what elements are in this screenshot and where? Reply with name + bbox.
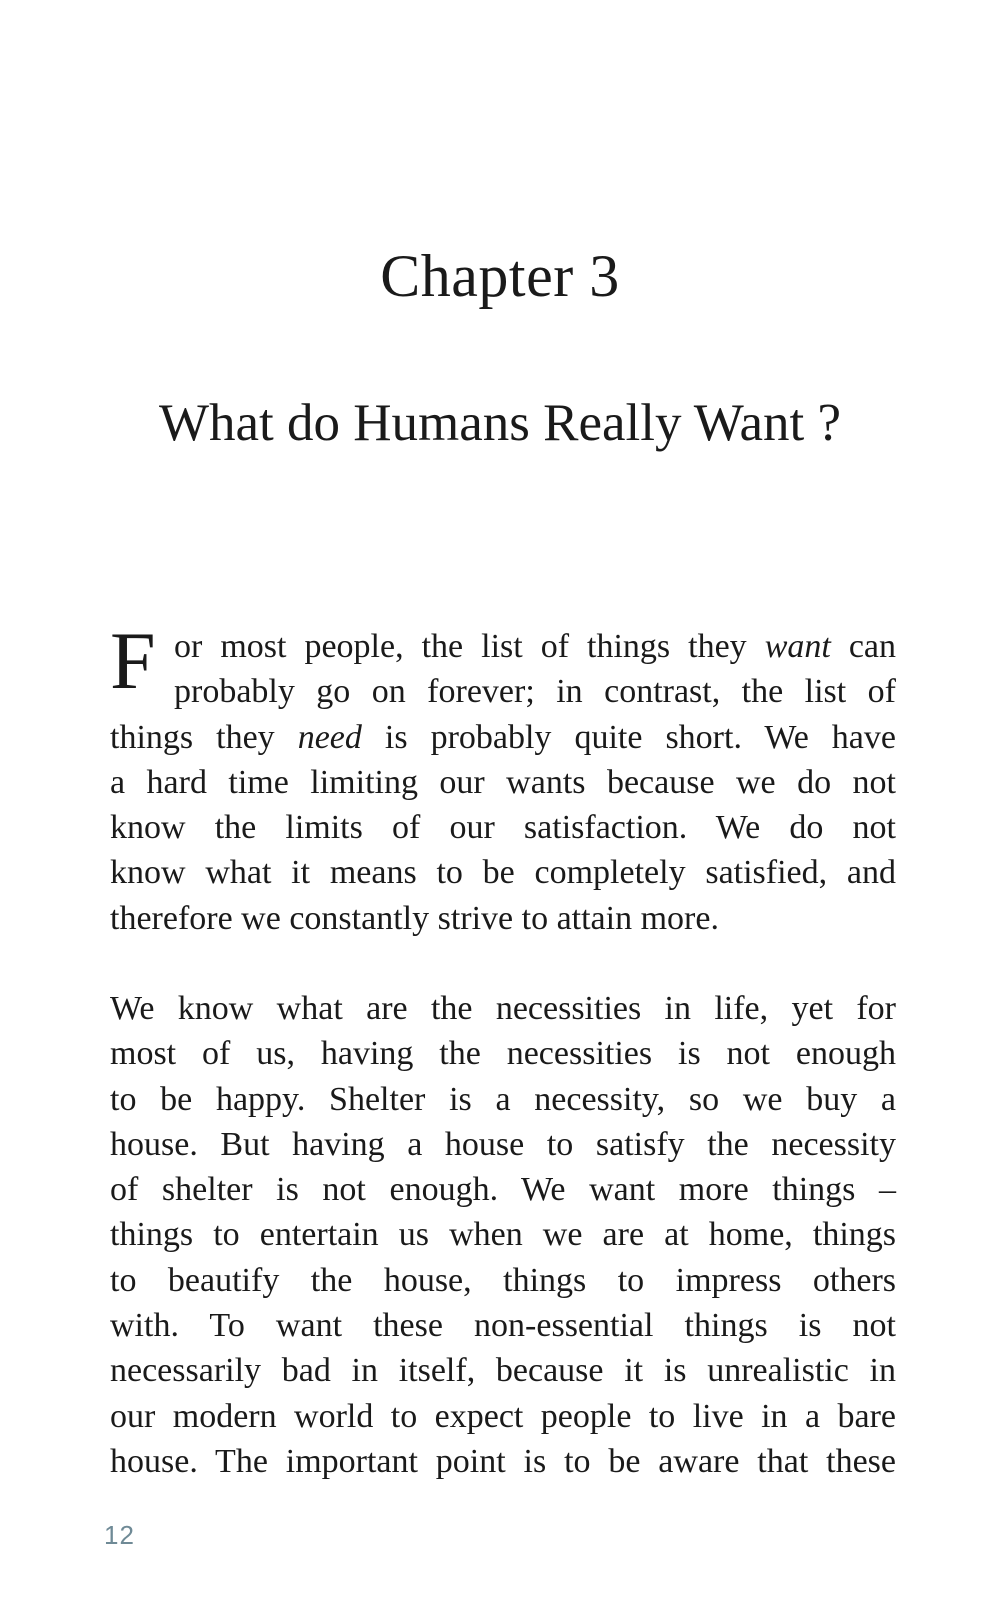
paragraph-line: our modern world to expect people to live in a bare [110,1397,896,1435]
paragraph-line [110,624,896,669]
paragraph-line: most of us, having the necessities is not enough [110,1035,896,1073]
page-number: 12 [104,1520,135,1550]
paragraph-line: a hard time limiting our wants because we do not [110,763,896,801]
paragraph-line: to be happy. Shelter is a necessity, so we buy a [110,1080,896,1118]
paragraph-line: therefore we constantly strive to attain more. [110,899,719,937]
paragraph-line: necessarily bad in itself, because it is unrealistic in [110,1352,896,1390]
paragraph-line: with. To want these non-essential things is not [110,1307,896,1345]
paragraph-line: house. But having a house to satisfy the necessity [110,1125,896,1163]
paragraph-line: know the limits of our satisfaction. We do not [110,809,896,847]
text-run: or most people, the list of things they [174,628,765,665]
text-run: can [830,628,896,665]
chapter-label: Chapter 3 [380,243,620,309]
paragraph-line: know what it means to be completely satisfied, and [110,854,896,892]
paragraph-line [110,715,896,760]
paragraph-line: things to entertain us when we are at home, things [110,1216,896,1254]
paragraph-2 [110,986,896,1484]
paragraph-1 [110,615,896,941]
paragraph-line: of shelter is not enough. We want more things – [110,1171,896,1209]
emphasis-need: need [297,718,362,756]
paragraph-line: probably go on forever; in contrast, the list of [174,673,896,711]
drop-cap: F [110,615,156,706]
text-run: things they [110,718,298,756]
paragraph-line: We know what are the necessities in life, yet for [110,990,896,1027]
emphasis-want: want [764,628,831,665]
paragraph-line: house. The important point is to be aware that these [110,1442,896,1480]
chapter-title: What do Humans Really Want ? [158,394,842,452]
paragraph-line: to beautify the house, things to impress others [110,1261,896,1299]
text-run: is probably quite short. We have [361,718,896,756]
